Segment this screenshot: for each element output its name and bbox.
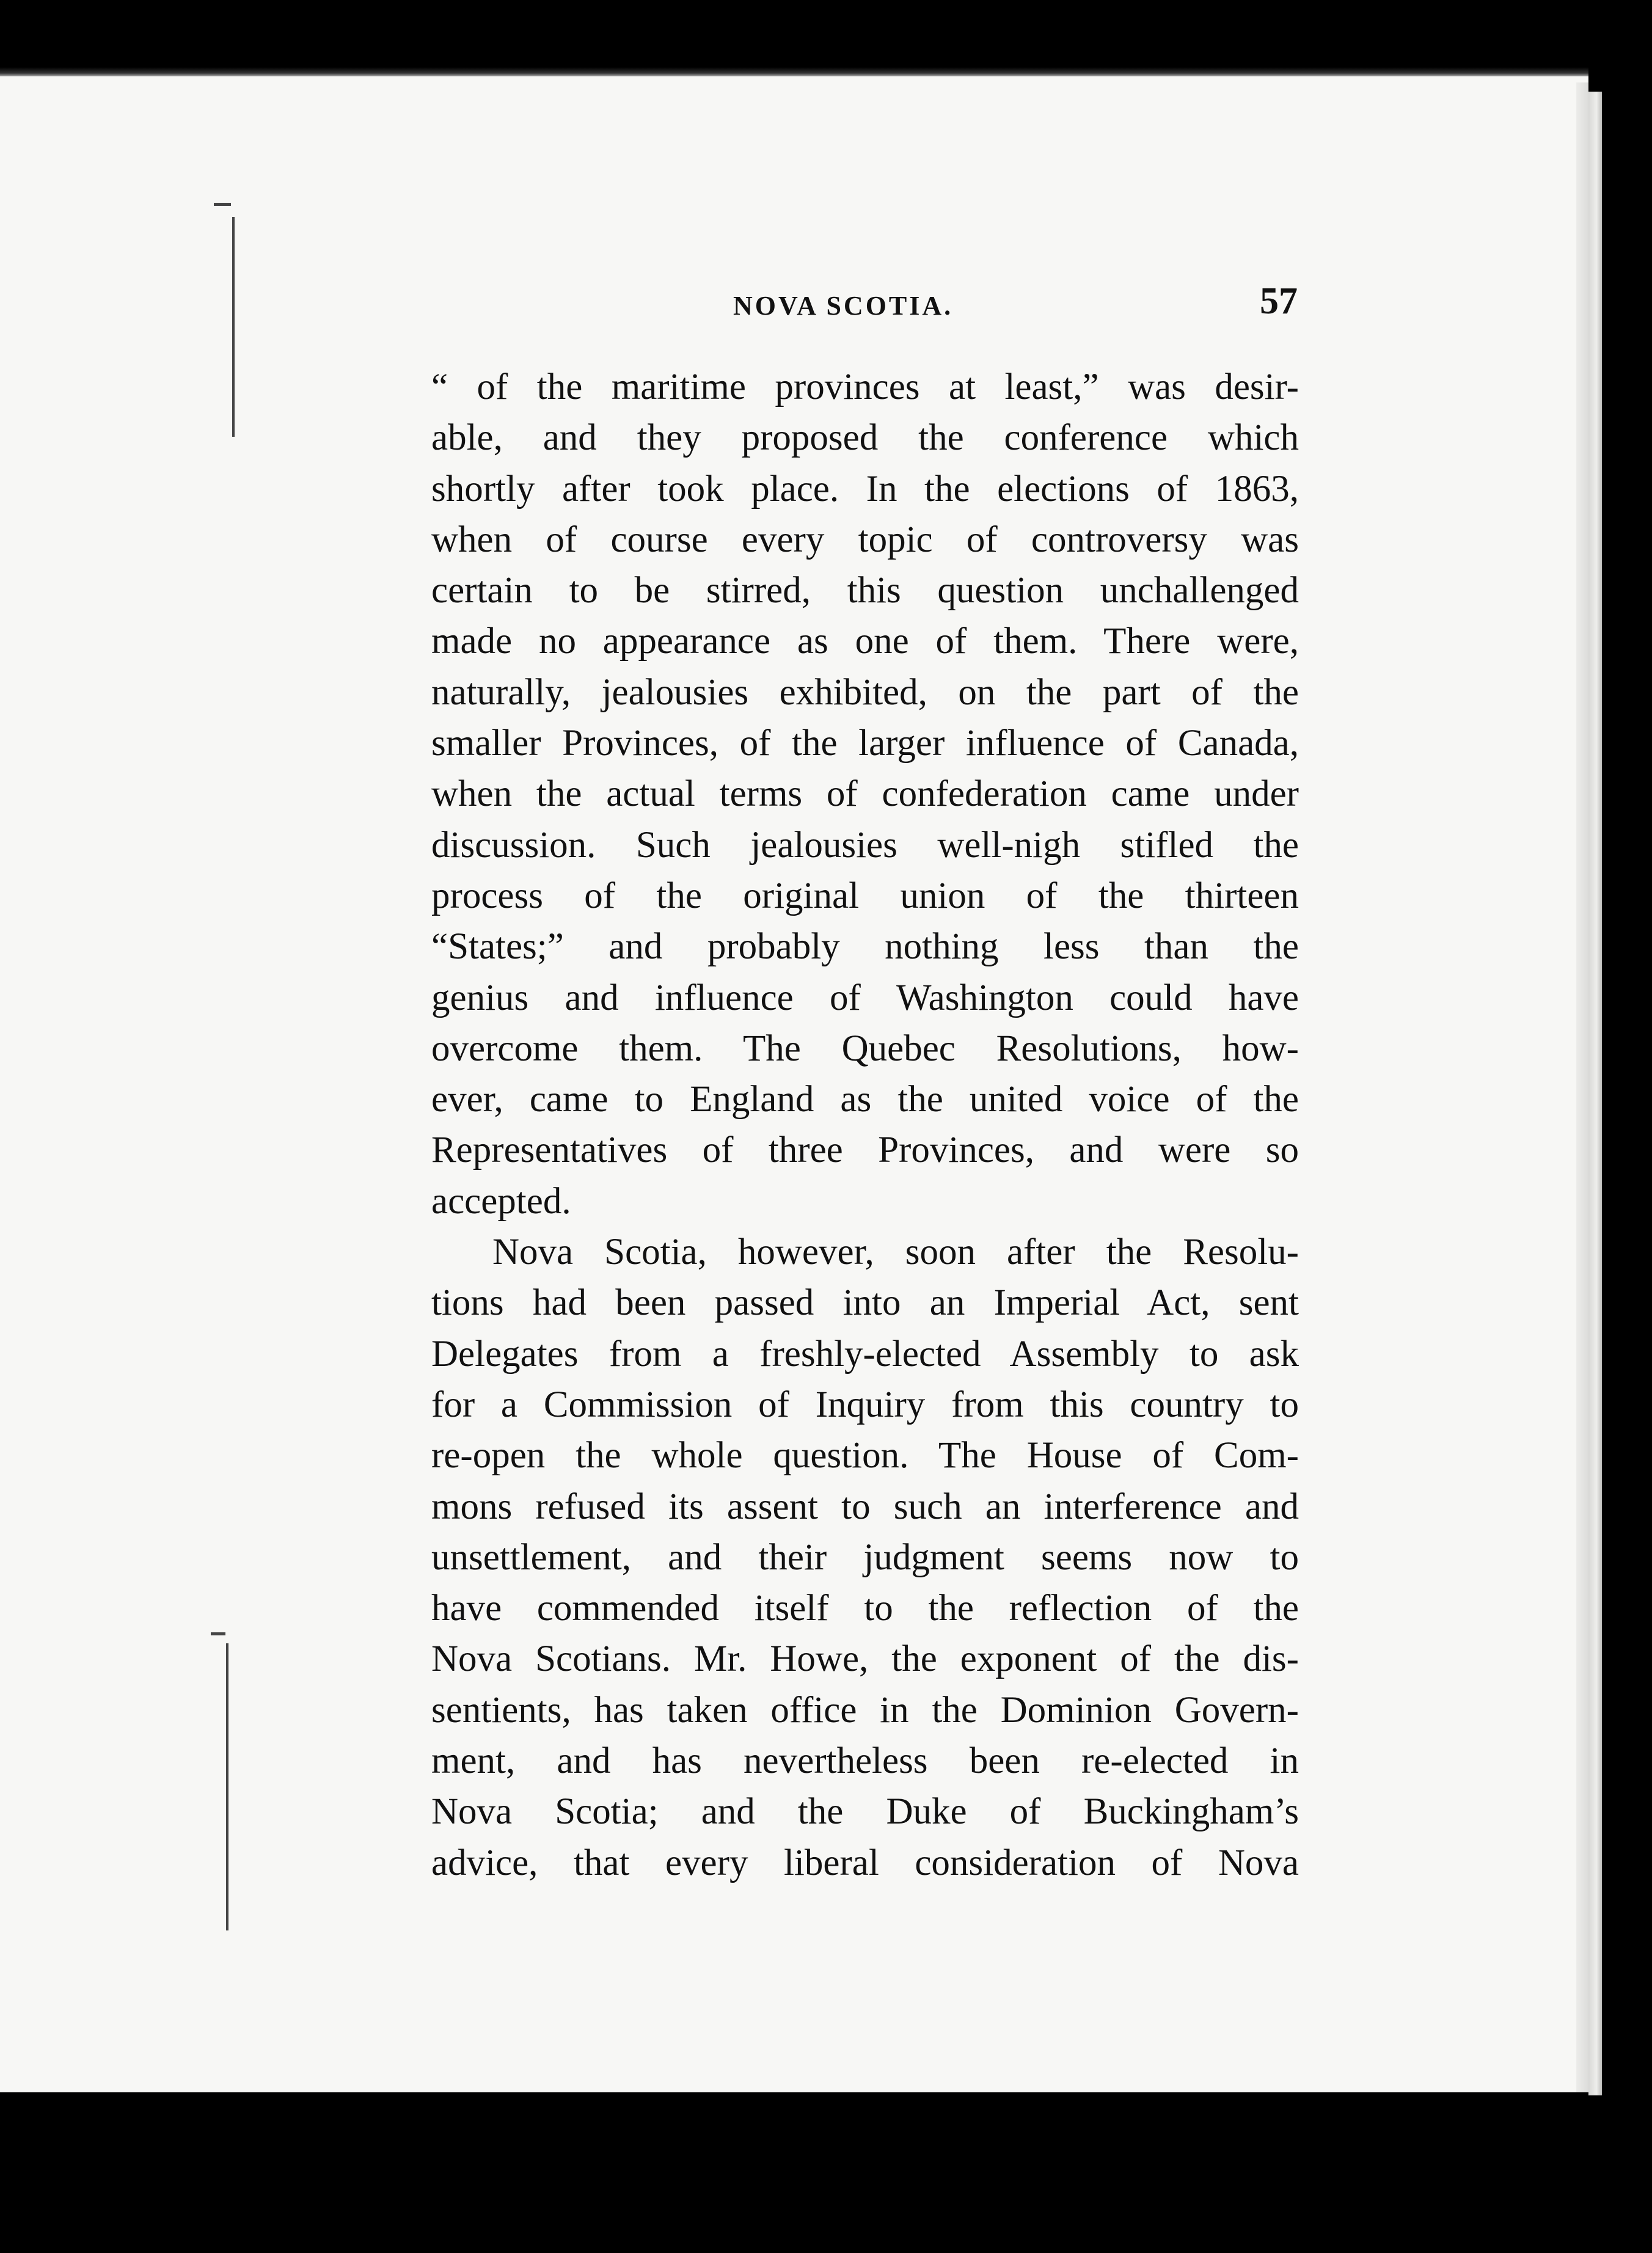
page-edge-inner [1576, 82, 1588, 2092]
margin-mark-top-tick [214, 203, 231, 206]
text-line: able, and they proposed the conference which [431, 417, 1299, 459]
text-line: “ of the maritime provinces at least,” was desir- [431, 367, 1299, 407]
text-line: when of course every topic of controversy was [431, 519, 1299, 560]
page-number: 57 [1260, 280, 1298, 322]
text-line: “States;” and probably nothing less than the [431, 926, 1299, 968]
text-line: sentients, has taken office in the Dominion Govern- [431, 1689, 1299, 1731]
text-line: Nova Scotians. Mr. Howe, the exponent of the dis- [431, 1638, 1299, 1680]
page-edge-outer [1588, 92, 1602, 2095]
text-line: overcome them. The Quebec Resolutions, how- [431, 1028, 1299, 1069]
text-line: when the actual terms of confederation came under [431, 773, 1299, 815]
text-line: naturally, jealousies exhibited, on the part of the [431, 671, 1299, 713]
text-line: genius and influence of Washington could have [431, 977, 1299, 1018]
running-head: NOVA SCOTIA. [733, 291, 954, 321]
page-top-shadow [0, 67, 1588, 77]
text-line: re-open the whole question. The House of Com- [431, 1435, 1299, 1477]
text-line: advice, that every liberal consideration of Nova [431, 1842, 1299, 1883]
margin-mark-top [232, 217, 235, 437]
text-line: certain to be stirred, this question unchallenged [431, 570, 1299, 612]
text-line: process of the original union of the thirteen [431, 875, 1299, 916]
text-line: made no appearance as one of them. There were, [431, 621, 1299, 662]
body-text [431, 362, 1299, 1888]
text-line: unsettlement, and their judgment seems now to [431, 1536, 1299, 1578]
text-line: Nova Scotia, however, soon after the Resolu- [492, 1232, 1299, 1273]
margin-mark-bottom-tick [211, 1632, 225, 1635]
text-line: Delegates from a freshly-elected Assembly to ask [431, 1333, 1299, 1375]
text-line: ment, and has nevertheless been re-elected in [431, 1740, 1299, 1782]
text-line: smaller Provinces, of the larger influence of Canada, [431, 723, 1299, 764]
text-line: accepted. [431, 1180, 571, 1222]
text-line: tions had been passed into an Imperial Act, sent [431, 1282, 1299, 1324]
text-line: mons refused its assent to such an interference and [431, 1486, 1299, 1527]
margin-mark-bottom [226, 1643, 228, 1930]
text-line: Nova Scotia; and the Duke of Buckingham’s [431, 1791, 1299, 1833]
text-line: discussion. Such jealousies well-nigh stifled the [431, 824, 1299, 866]
text-line: ever, came to England as the united voice of the [431, 1079, 1299, 1120]
text-line: Representatives of three Provinces, and were so [431, 1130, 1299, 1171]
text-line: shortly after took place. In the elections of 1863, [431, 468, 1299, 509]
text-line: have commended itself to the reflection of the [431, 1588, 1299, 1629]
text-line: for a Commission of Inquiry from this country to [431, 1384, 1299, 1425]
